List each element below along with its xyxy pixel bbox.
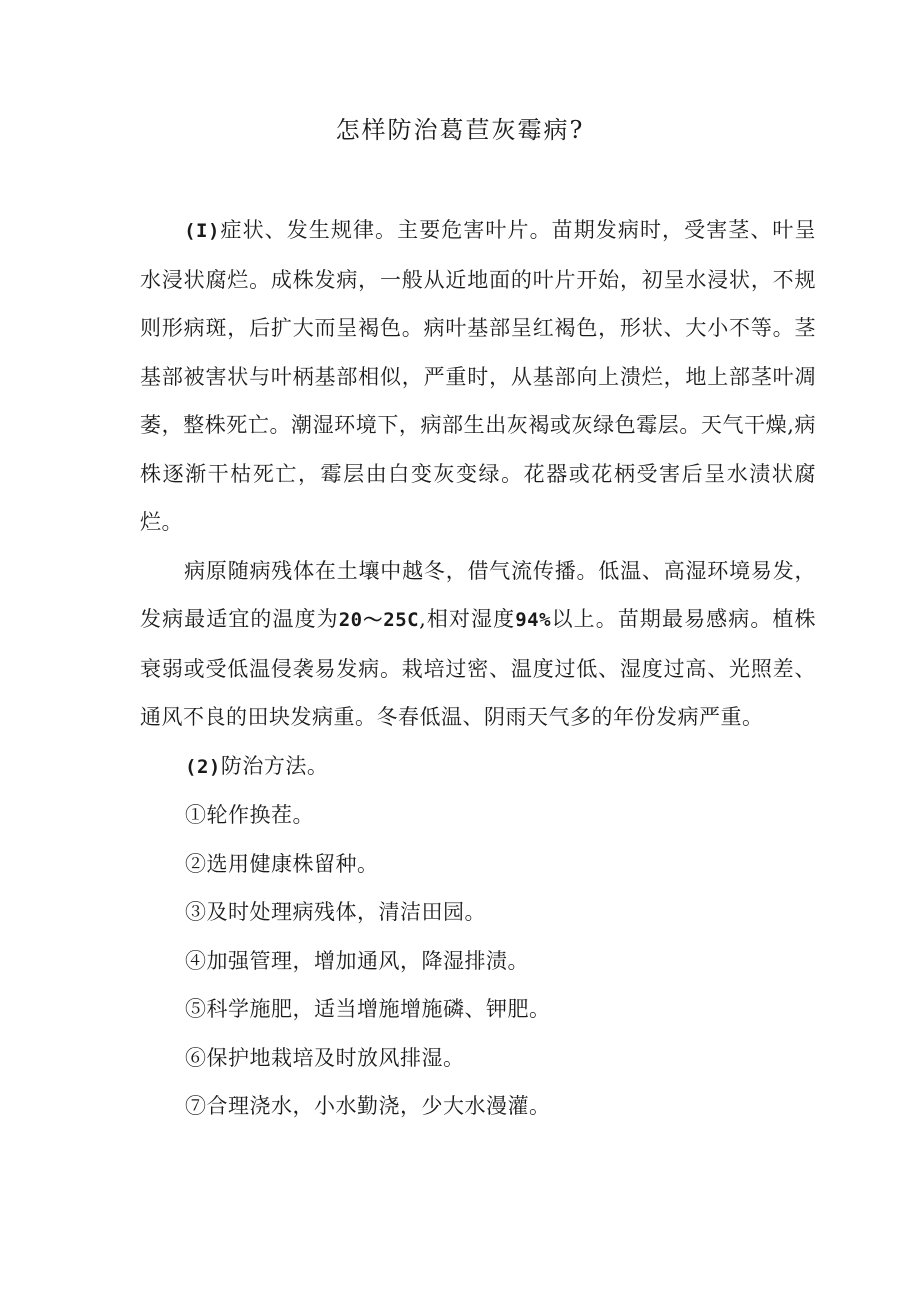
method-item-7: ⑦合理浇水，小水勤浇，少大水漫灌。	[185, 1094, 551, 1118]
humidity-value: 94%	[515, 609, 552, 631]
pathogen-text-b: ,相对湿度	[419, 607, 516, 631]
symptoms-text: 症状、发生规律。主要危害叶片。苗期发病时，受害茎、叶呈水浸状腐烂。成株发病，一般从近地面的叶片开始，初呈水浸状，不规则形病斑，后扩大而呈褐色。病叶基部呈红褐色，形状、大小不等。茎基部被害状与叶柄基部相似，严重时，从基部向上溃烂，地上部茎叶凋萎，整株死亡。潮湿环境下，病部生出灰褐或灰绿色霉层。天气干燥,病株逐渐干枯死亡，霉层由白变灰变绿。花器或花柄受害后呈水渍状腐烂。	[140, 218, 816, 534]
section-label-1: (I)	[184, 220, 220, 242]
pathogen-text-a: 病原随病残体在土壤中越冬，借气流传播。低温、高湿环境易发，发病最适宜的温度为	[140, 558, 816, 631]
pathogen-paragraph	[140, 547, 816, 742]
pathogen-text-c: 以上。苗期最易感病。植株衰弱或受低温侵袭易发病。栽培过密、温度过低、湿度过高、光照差、通风不良的田块发病重。冬春低温、阴雨天气多的年份发病严重。	[140, 607, 816, 729]
method-item-5: ⑤科学施肥，适当增施增施磷、钾肥。	[185, 997, 551, 1021]
method-item-2: ②选用健康株留种。	[185, 851, 379, 876]
section-label-2: (2)	[185, 755, 221, 778]
method-item-3: ③及时处理病残体，清洁田园。	[185, 900, 486, 924]
symptoms-paragraph	[140, 206, 816, 547]
methods-heading-text: 防治方法。	[220, 753, 329, 778]
temperature-value: 20～25C	[338, 609, 420, 631]
method-item-6: ⑥保护地栽培及时放风排湿。	[185, 1045, 465, 1070]
page-title: 怎样防治葛苣灰霉病?	[335, 116, 585, 144]
method-item-4: ④加强管理，增加通风，降湿排渍。	[185, 948, 529, 973]
method-item-1: ①轮作换茬。	[185, 803, 314, 827]
document-body	[140, 206, 816, 1131]
methods-heading	[140, 742, 816, 792]
